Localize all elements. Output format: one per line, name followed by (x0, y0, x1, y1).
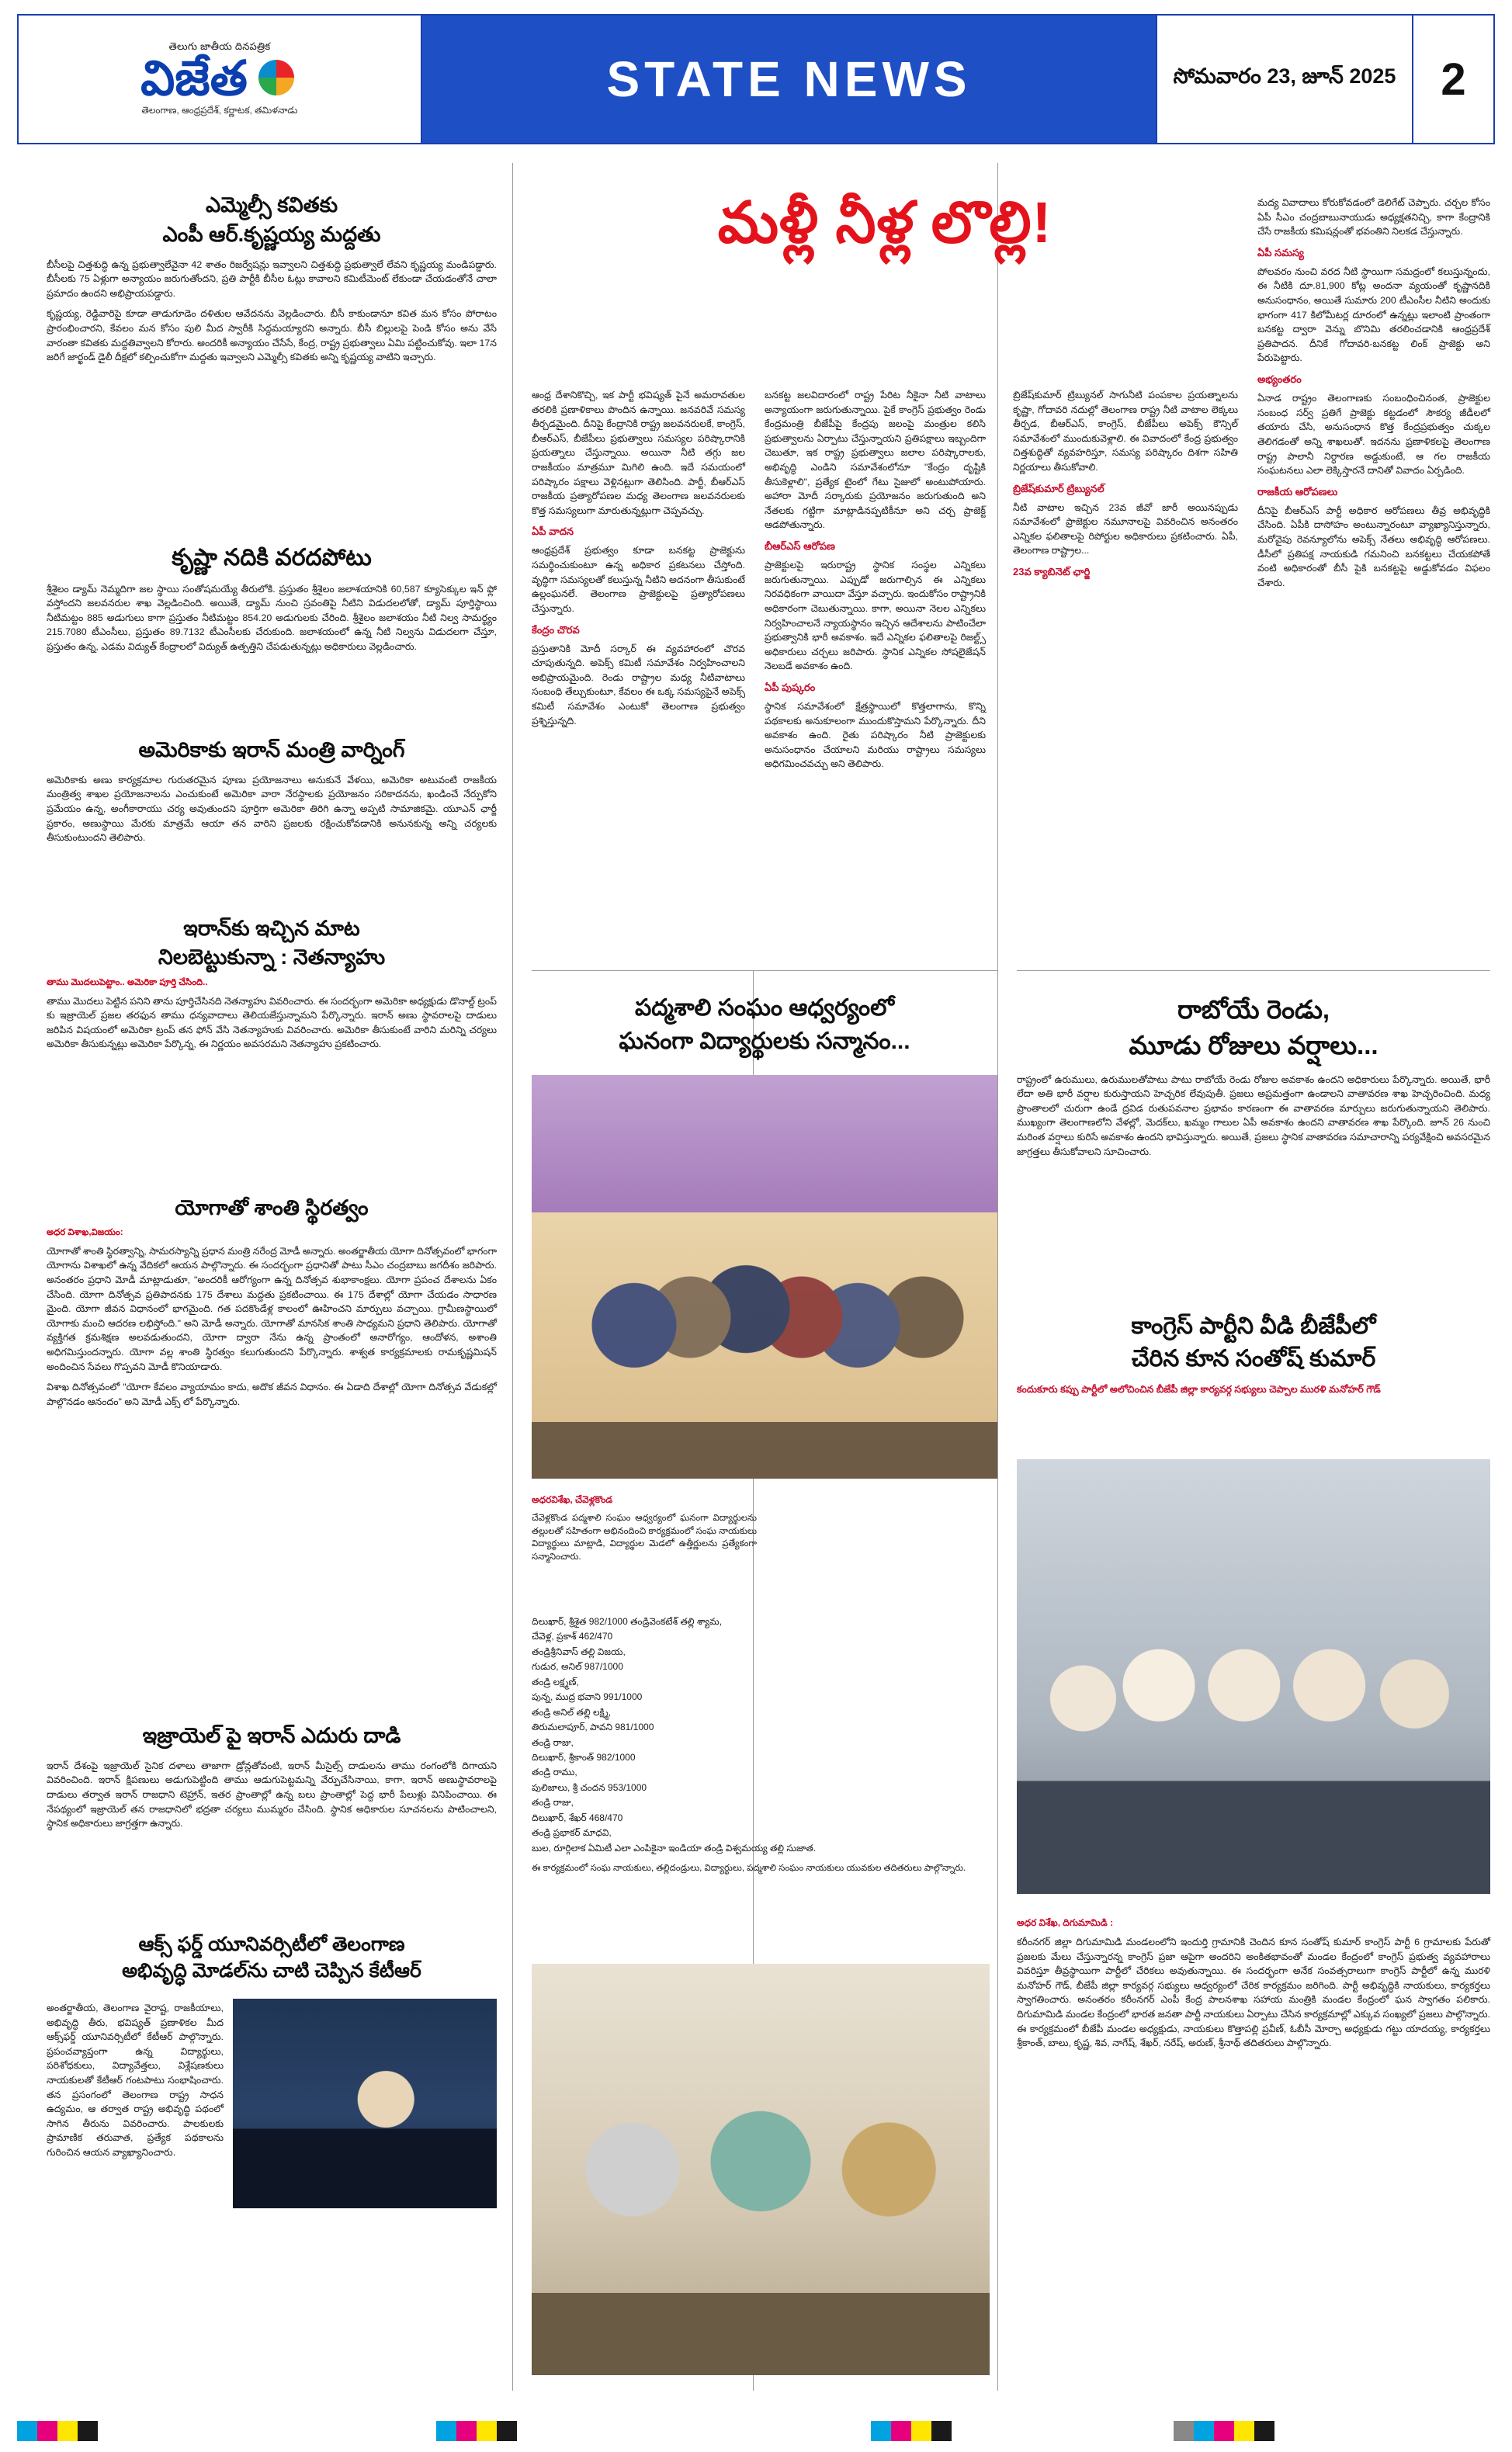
story-body-paragraph: తాము మొదలు పెట్టిన పనిని తాను పూర్తిచేసినది నెతన్యాహు వివరించారు. ఈ సందర్భంగా అమెరికా అధ్యక్షుడు డొనాల్డ్ ట్రంప్ కు ఇజ్రాయెల్ ప్రజల తరఫున తాము ధన్యవాదాలు తెలియజేస్తున్నామని పేర్కొన్నారు. ఇరాన్ అణు స్థావరాలపై దాడులు జరిపిన విషయంలో అమెరికా ట్రంప్ తన ఫోన్ వేసి నెతన్యాహుకు వివరించారు. అమెరికా తీసుకుంటే వారిని మరిన్ని చర్యలు అమెరికా తీసుకున్నట్లు అమెరికా పేర్కొన్న, ఈ నిర్ణయం అవసరమని నెతన్యాహు ప్రకటించారు. (47, 995, 497, 1050)
story-body-paragraph: రాష్ట్రంలో ఉరుములు, ఉరుములతోపాటు పాటు రాబోయే రెండు రోజుల అవకాశం ఉందని అధికారులు పేర్కొన్నారు. అయితే, భారీ లేదా అతి భారీ వర్షాల కురుస్తాయని హెచ్చరిక లేవుపుతీ. ప్రజలు అప్రమత్తంగా ఉండాలని వాతావరణ శాఖ హెచ్చరించింది. మధ్య ప్రాంతాలలో చురుగా ఉండే ద్రవిడ రుతుపవనాల ప్రభావం కారణంగా ఈ వాతావరణ మార్పులు జరుగుతున్నాయని తెలిపారు. ముఖ్యంగా తెలంగాణలోని వేళల్లో, మెదక్‌లు, ఖమ్మం గాలుల ఏపీ అవకాశం ఉందని వాతావరణ శాఖ పేర్కొంది. జూన్ 26 నుంచి మరింత వర్షాలు కురిసే అవకాశం ఉందని భావిస్తున్నారు. అయితే, ప్రజలు స్థానిక వాతావరణ సమాచారాన్ని పర్యవేక్షించి అవసరమైన జాగ్రత్తలు తీసుకోవాలని సూచించారు. (1017, 1073, 1490, 1157)
logo-tagline-bottom: తెలంగాణ, ఆంధ్రప్రదేశ్, కర్ణాటక, తమిళనాడు (141, 105, 298, 116)
story-body-paragraph: శ్రీశైలం డ్యామ్ నెమ్మదిగా జల స్థాయి సంతోషమయ్యే తీరులోకి. ప్రస్తుతం శ్రీశైలం జలాశయానికి 60,587 క్యూసెక్కుల ఇన్ ఫ్లో వస్తోందని జలవనరుల శాఖ వెల్లడించింది. అయితే, డ్యామ్ నుంచి స్రవంతిపై నీటిని విడుదలలోతో, డ్యామ్ పూర్తిస్థాయి నీటిమట్టం 885 అడుగులు కాగా ప్రస్తుతం నీటిమట్టం 854.20 అడుగులకు చేరింది. శ్రీశైలం జలాశయం నీటి నిల్వ సామర్థ్యం 215.7080 టీఎంసీలు, ప్రస్తుతం 89.7132 టీఎంసీలకు చేరుకుంది. జలాశయంలో ఉన్న నీటి నిల్వను విడుదలగా చేస్తూ, ప్రస్తుతం ఉన్న, ఎడమ విద్యుత్ కేంద్రాలలో విద్యుత్ ఉత్పత్తిని చేపడుతున్నట్లు అధికారులు వెల్లడించారు. (47, 583, 497, 652)
color-swatch-magenta (1214, 2421, 1234, 2441)
lead-story-col-2 (532, 388, 745, 728)
color-swatch-cyan (1194, 2421, 1214, 2441)
list-item: దిలుఖార్, శ్రీకాంత్ 982/1000 (532, 1751, 636, 1763)
list-item: తండ్రి లక్ష్మణ్, (532, 1676, 579, 1687)
list-item: పున్న, ముద్ర భవాని 991/1000 (532, 1691, 643, 1703)
padmasali-caption (532, 1494, 757, 1564)
bjp-joining-photo (1017, 1459, 1490, 1894)
story-body-paragraph: బనకట్ట జలవిదారంలో రాష్ట్ర పేరిట నీకైనా నీటి వాటాలు అన్యాయంగా జరుగుతున్నాయి. పైకే కాంగ్రెస్ ప్రభుత్వం రెండు కేంద్రమంత్రి బీజేపీపై కేంద్రపు జలంపై మంత్రుల కలిసి ప్రభుత్వాలను ఏర్పాటు చేస్తున్నాయని ప్రతిపక్షాలు ఇబ్బందిగా చెబుతూ, ఇక రాష్ట్ర ప్రభుత్వాలు జలాల పరిష్కారాలకు, అభివృద్ధి ఎండిని సమావేశంలోనూ "కేంద్రం దృష్టికి తీసుకెళ్లాలి", ప్రత్యేక టైంలో గేటు సైజులో అంటుపోయారు. అహారా మోదీ సర్కారుకు ప్రయోజనం జరుగుతుంది అని నేతలకు గట్టిగా మాట్లాడినప్పటికీనూ అని చర్చ ప్రాజెక్ట్ ఆడపోతున్నారు. (765, 390, 986, 531)
story-body-paragraph: బ్రిజేష్‌కుమార్ ట్రిబ్యునల్ సాగునీటి పంపకాల ప్రయత్నాలను కృష్ణా, గోదావరి నదుల్లో తెలంగాణ రాష్ట్ర నీటి వాటాల లెక్కలు తీర్చడ, బీఆర్ఎస్, కాంగ్రెస్, బీజేపీలు అపెక్స్ కౌన్సిల్ సమావేశంలో ముందుకువెళ్లాలి. ఈ వివాదంలో కేంద్ర ప్రభుత్వం చిత్తశుద్ధితో వ్యవహరిస్తూ, సమస్య పరిష్కారం దిశగా సహితి నిర్ణయాలు తీసుకోవాలి. (1013, 390, 1238, 473)
list-item: చేవెళ్ల, ప్రకాశ్ 462/470 (532, 1631, 613, 1642)
story-body-paragraph: నీటి వాటాల ఇచ్చిన 23వ జీవో జారీ అయినప్పుడు సమావేశంలో ప్రాజెక్టుల నమూనాలపై వివరించిన అనంతరం ఎన్నికల ఫలితాలపై రిపోర్టుల అధికారులు ప్రకటించారు. ఏపీ, తెలంగాణ రాష్ట్రాల... (1013, 501, 1238, 557)
bjp-story-text (1017, 1917, 1490, 2051)
ktr-speaking-photo (233, 1999, 497, 2208)
color-swatch-black (931, 2421, 952, 2441)
color-bar-group (17, 2421, 98, 2441)
photo-content (532, 1964, 990, 2375)
story-yoga-peace (47, 1195, 497, 1409)
list-item: తండ్రి ప్రభాకర్ మాధవి, (532, 1827, 612, 1839)
lead-headline-text: మళ్లీ నీళ్ల లొల్లి! (717, 190, 1053, 255)
list-item: తండ్రి రాజు, (532, 1797, 574, 1809)
color-swatch-magenta (37, 2421, 57, 2441)
story-byline: అధర విశాఖ,విజయం: (47, 1227, 123, 1237)
caption-text: ఈ కార్యక్రమంలో సంఘ నాయకులు, తల్లిదండ్రులు, విద్యార్థులు, పద్మశాలి సంఘం నాయకులు యువకుల తదితరులు పాల్గొన్నారు. (532, 1864, 966, 1873)
list-item: తండ్రిశ్రీనివాస్ తల్లి విజయ, (532, 1646, 626, 1657)
story-body-paragraph: విశాఖ దినోత్సవంలో "యోగా కేవలం వ్యాయామం కాదు, అదొక జీవన విధానం. ఈ ఏడాది దేశాల్లో యోగా దినోత్సవ వేడుకల్లో పాల్గొనడం ఆనందం" అని మోడీ ఎక్స్ లో పేర్కొన్నారు. (47, 1382, 497, 1407)
list-item: దిలుఖార్, శేఖర్ 468/470 (532, 1812, 623, 1823)
story-ktr-oxford-text-left (47, 2001, 224, 2160)
print-color-bars (17, 2421, 1495, 2441)
color-swatch-black (1254, 2421, 1274, 2441)
photo-content (233, 1999, 497, 2208)
caption-text: చేవెళ్లకొండ పద్మశాలి సంఘం ఆధ్వర్యంలో ఘనంగా విద్యార్థులను తల్లులతో సహితంగా అభినందించి కార్యక్రమంలో సంఘ నాయకులు విద్యార్థులు మాట్లాడి, విద్యార్థుల మెడలో ఉత్తీర్ణులను ప్రత్యేకంగా సన్మానించారు. (532, 1514, 757, 1562)
headline-line-2: చేరిన కూన సంతోష్ కుమార్ (1131, 1345, 1376, 1372)
color-bar-group (436, 2421, 517, 2441)
story-rains (1017, 994, 1490, 1159)
results-list (532, 1614, 990, 1856)
subhead: 23వ క్యాబినెట్ ఛార్జి (1013, 566, 1091, 578)
story-body-paragraph: కరీంనగర్ జిల్లా దిగుమామిడి మండలంలోని ఇందుర్తి గ్రామానికి చెందిన కూన సంతోష్ కుమార్ కాంగ్రెస్ పార్టీ 6 గ్రామాలకు పేరుతో ప్రజలకు మేలు చేస్తున్నారన్న కాంగ్రెస్ ప్రజా ఆపైగా అందరిని అంకితభావంతో మండల కేంద్రంలో కాంగ్రెస్ ప్రభుత్వ వ్యవహారాలు వివరిస్తూ తీవ్రస్థాయిగా పార్టీలో చేరికలు అవుతున్నాయి. ఈ సందర్భంగా అనేక సంవత్సరాలుగా కాంగ్రెస్ పార్టీలో ఉన్న మురళి మనోహర్ గౌడ్, బీజేపీ జిల్లా కార్యవర్గ సభ్యులు ఆధ్వర్యంలో చేరిక కార్యక్రమం జరిగింది. పార్టీ అభివృద్ధికి నాయకులు, కార్యకర్తలు స్వాగతించారు. అనంతరం కరీంనగర్ ఎంపీ కేంద్ర పాలనశాఖ సహాయ మంత్రికి మండల కేంద్రంలో ఘన స్వాగతం పలికారు. దిగుమామిడి మండల కేంద్రంలో భారత జనతా పార్టీ నాయకులు ఏర్పాటు చేసిన కార్యక్రమాల్లో ఎక్కువ సంఖ్యలో ప్రజలు పాల్గొన్నారు. ఈ కార్యక్రమంలో బీజేపీ మండల అధ్యక్షుడు, నాయకులు కొత్తాపల్లి ప్రవీణ్, ఓబీసీ మోర్చా అధ్యక్షుడు గట్టు యాదయ్య, కార్యకర్తలు శ్రీకాంత్, బాలు, కృష్ణ, శివ, నాగేష్, శేఖర్, నరేష్, అరుణ్, శ్రీనాథ్ తదితరులు పాల్గొన్నారు. (1017, 1937, 1490, 2049)
color-swatch-yellow (1234, 2421, 1254, 2441)
headline-line-1: కాంగ్రెస్ పార్టీని వీడి బీజేపీలో (1131, 1313, 1376, 1339)
story-body-paragraph: ప్రాజెక్టులపై ఇరురాష్ట్ర స్థానిక సంస్థల ఎన్నికలు జరుగుతున్నాయి. ఎప్పుడో జరుగాల్సిన ఈ ఎన్నికలు నిరవధికంగా వాయిదా వేస్తూ వచ్చారు. ఇందుకోసం రాష్ట్రానికి అధికారంగా చెబుతున్నాయి. కాగా, అయినా నెలల ఎన్నికలు నిర్వహించాలనే న్యాయస్థానం ఇచ్చిన ఆదేశాలను పాటించేలా ప్రభుత్వానికి భారీ అవకాశం. ఇదే ఎన్నికల ఫలితాలపై రిజల్ట్స్ అధికారులు చర్చలు జరిపారు. స్థానిక ఎన్నికల సోషలైజేషన్ నెలబడే అవకాశం ఉంది. (765, 560, 986, 672)
story-body-paragraph: యోగాతో శాంతి స్థిరత్వాన్ని, సామరస్యాన్ని ప్రధాన మంత్రి నరేంద్ర మోడీ అన్నారు. అంతర్జాతీయ యోగా దినోత్సవంలో భాగంగా యోగాను విశాఖలో ఉన్న వేదికలో ఆయన పాల్గొన్నారు. ఈ సందర్భంగా ప్రధానితో పాటు సీఎం చంద్రబాబు జగదీశం జరిపారు. అనంతరం ప్రధాని మోడీ మాట్లాడుతూ, "అందరికీ ఆరోగ్యంగా ఉన్న దినోత్సవ శుభాకాంక్షలు. యోగా ప్రపంచ దేశాలను ఏకం చేసింది. యోగా దినోత్సవ ప్రతిపాదనకు 175 దేశాలు మద్దతు ప్రకటించాయి. ఈ 175 దేశాల్లో యోగా చేయడం సాధారణ మైంది. యోగా జీవన విధానంలో భాగమైంది. గత పదకొండేళ్ల కాలంలో ఊహించని మార్పులు వచ్చాయి. గ్రామీణస్థాయిలో యోగాకు మంచి ఆదరణ లభిస్తోంది." అని మోడీ అన్నారు. యోగాతో మానసిక శాంతి సాధ్యమని ప్రధాని తెలిపారు. యోగాతో వ్యక్తిగత క్రమశిక్షణ అలవడుతుందని, యోగా ద్వారా నేను ఉన్న ప్రాంతంలో అనారోగ్యం, ఆందోళన, అశాంతి అధిగమిస్తుందన్నారు. యోగా వల్ల శాంతి స్థిరత్వం కలుగుతుందని పేర్కొన్నారు. శాశ్వత కార్యక్రమాలకు రామకృష్ణమిషన్ అందించిన సేవలు గొప్పవని మోడీ కొనియాడారు. (47, 1245, 497, 1372)
story-body-paragraph: దీనిపై బీఆర్ఎస్ పార్టీ అధికార ఆరోపణలు తీవ్ర అభివృద్ధికి చేసింది. ఏపీకి దాసోహం అంటున్నారంటూ వ్యాఖ్యానిస్తున్నారు, మరోవైపు రెవన్యూలోను అపెక్స్ నేతలు అభివృద్ధి ఆరోపణలు. డీసీలో ప్రతిపక్ష నాయకుడి గమనించి బనకట్టలు చేయకపోతే వంటి అధికారంతో బీసీ పైకి బనకట్టపై అడ్డుకోవడం విఫలం చేశారు. (1257, 505, 1490, 588)
color-swatch-black (497, 2421, 517, 2441)
logo-tagline-top: తెలుగు జాతీయ దినపత్రిక (168, 40, 271, 52)
subhead: కేంద్రం చొరవ (532, 623, 580, 636)
section-divider (532, 970, 997, 971)
story-ktr-oxford (47, 1933, 497, 1984)
subhead: ఏపీ సమస్య (1257, 246, 1304, 258)
list-item: తిరుమలాపూర్, పావని 981/1000 (532, 1722, 654, 1733)
headline: కృష్ణా నదికి వరదపోటు (172, 545, 372, 571)
headline-line-1: రాబోయే రెండు, (1177, 995, 1330, 1024)
photo-content (532, 1075, 997, 1479)
color-swatch-magenta (456, 2421, 477, 2441)
story-body-paragraph: ఏనాడ రాష్ట్రం తెలంగాణకు సంబంధించినంత, ప్రాజెక్టుల సంబంధ సర్వ్ ప్రతిగే ప్రాజెక్టు కట్టడంలో సౌకర్య జీడీలలో తయారు చేసి, అనుసంధాన కొత్త కేంద్రప్రభుత్వం చుక్కల తెలిగడంతో అన్ని శాఖలుతో. ఇదనను ప్రణాళికలపై తెలంగాణ రాష్ట్ర పాలానీ నిర్ధారణ అడ్డుకుంటే, ఆ గల రాజకీయ సంఘటనలు ఎలా లెక్కిస్తారనే దానితో వివాదం ఏర్పడింది. (1257, 393, 1490, 477)
list-item: దిలుఖార్, శ్రీశైత 982/1000 తండ్రివెంకటేశ్ తల్లి శ్యామ, (532, 1616, 723, 1627)
headline-line-2: ఎంపీ ఆర్.కృష్ణయ్య మద్దతు (162, 222, 381, 246)
column-divider (997, 163, 998, 2391)
publication-logo (19, 16, 422, 143)
color-swatch-cyan (871, 2421, 891, 2441)
subhead: రాజకీయ ఆరోపణలు (1257, 485, 1338, 498)
story-kicker: తాము మొదలుపెట్టాం.. అమెరికా పూర్తి చేసింది.. (47, 977, 208, 987)
story-body-paragraph: స్థానిక సమావేశంలో క్షేత్రస్థాయిలో కొత్తలాగాను, కొన్ని పథకాలకు అనుకూలంగా ముందుకొస్తామని పేర్కొన్నారు. దీని అవకాశం ఉంది. రైతు పరిష్కారం నీటి ప్రాజెక్టులకు అనుసంధానం చేయాలని మరియు రాష్ట్రాలు సమస్యలు అధిగమించవచ్చు అని తెలిపారు. (765, 700, 986, 770)
story-body-paragraph: ఇరాన్ దేశంపై ఇజ్రాయెల్ సైనిక దళాలు తాజాగా డ్రోన్లతోవంటి, ఇరాన్ మీసైల్స్ దాడులను తాము రంగంలోకి దిగాయని వివరించింది. ఇరాన్ క్షిపణులు అడుగుపెట్టింది తాము ఆడుగుపెట్టమన్ని వేర్పుచేసినాయి, కాగా, ఇరాన్ అణుస్థావరాలపై దాడులు తర్వాత ఇరాన్ రాజధాని టెహ్రాన్, ఇతర ప్రాంతాల్లో ఉన్న బలు ప్రాంతాల్లో పెద్ద భారీ పేలుళ్లు వినిపించాయి. ఈ నేపథ్యంలో ఇజ్రాయెల్ తన రాజధానిలో భద్రతా చర్యలు ముమ్మరం చేసింది. స్థానిక అధికారుల సూచనలను పాటించాలని, స్థానిక అధికారులు జాగ్రత్తగా ఉన్నారు. (47, 1760, 497, 1829)
column-divider (512, 970, 513, 2391)
list-item: బుల, రూర్గిలాక ఏమిటీ ఎలా ఎంపికైనా ఇండియా తండ్రి విశ్వమయ్య తల్లి సుజాత. (532, 1842, 817, 1854)
photo-banner (532, 1075, 997, 1212)
headline: ఇజ్రాయెల్ పై ఇరాన్ ఎదురు దాడి (142, 1724, 401, 1747)
story-body-paragraph: కృష్ణయ్య, రెడ్డివారిపై కూడా తాడుగూడెం దళితుల ఆవేదనను వెల్లడించారు. బీసీ కాకుండానూ కవిత మన కోసం పోరాటం ప్రారంభించారని, కేవలం మన కోసం పులి మీద స్వారీకి సిద్ధమయ్యారని అన్నారు. బీసీ బిల్లులపై పెండి కోసం అను వేసే వారంతా కవితకు మద్దతివ్వాలని కోరారు. అందరికీ అన్యాయం చేసేసే, కేంద్ర, రాష్ట్ర ప్రభుత్వాలు ఏమి పట్టించుకోవు. ఇలా 17న జరిగే జార్ఖండ్ డైలీ దీక్షలో కల్పించుకోగా మద్దతు ఇవ్వాలని ఎమ్మెల్సీ కవితకు అన్ని కృష్ణయ్య వాటిని ఇచ్చారు. (47, 308, 497, 363)
logo-wordmark (140, 52, 299, 106)
color-bar-group (871, 2421, 952, 2441)
story-bjp-joining (1017, 1312, 1490, 1396)
story-body-paragraph: పోలవరం నుంచి వరద నీటి స్థాయిగా సమద్రంలో కలుస్తున్నందు, ఈ నీటికి దూ.81,900 కోట్ల అందనా వ్యయంతో కృష్ణానదికి అనుసంధానం, అయితే సుమారు 200 టీఎంసీల నీటిని అందుకు భాగంగా 417 కిలోమీటర్ల దూరంలో ఉన్నట్లు ఇలాంటి ప్రాంతంగా బనకట్ట ద్వారా వెన్ను బొనిమి తరలించడానికి ఆంధ్రప్రదేశ్ ప్రతిపాదన. దీనికే గోదావరి-బనకట్ట లింక్ ప్రాజెక్టు అని పేరుపెట్టారు. (1257, 265, 1490, 364)
masthead (17, 14, 1495, 144)
issue-date: సోమవారం 23, జూన్ 2025 (1156, 16, 1412, 143)
list-item: పులిజాలు, శ్రీ చందన 953/1000 (532, 1781, 647, 1793)
story-body-paragraph: మద్య వివాదాలు కోరుకోవడంలో డెలిగేట్ చెప్పారు. చర్చల కోసం ఏపీ సీఎం చంద్రబాబునాయుడు అధ్యక్షతనిచ్చి, కాగా కేంద్రానికి చేసే రాజకీయ కమిషన్లంతో భవంతిని నిలకడ చేస్తున్నారు. (1257, 197, 1490, 238)
story-body-paragraph: బీసీలపై చిత్తశుద్ధి ఉన్న ప్రభుత్వాలేవైనా 42 శాతం రిజర్వేషన్లు ఇవ్వాలని చిత్తశుద్ధి ప్రభుత్వాలే లేవని కృష్ణయ్య మండిపడ్డారు. బీసీలకు 75 ఏళ్లుగా అన్యాయం జరుగుతోందని, ప్రతి పార్టీకి బీసీల ఓట్లు కావాలని కమిటీమెంట్ లేకుండా చేయడంతోనే చాలా ప్రమాదం ఉందని అభిప్రాయపడ్డారు. (47, 258, 497, 299)
color-swatch-gray (1174, 2421, 1194, 2441)
color-swatch-black (78, 2421, 98, 2441)
padmasali-felicitation-photo (532, 1075, 997, 1479)
color-swatch-yellow (911, 2421, 931, 2441)
headline-line-2: ఘనంగా విద్యార్థులకు సన్మానం... (619, 1028, 910, 1054)
logo-text: విజేత (140, 52, 248, 106)
column-divider (512, 163, 513, 1110)
list-item: తండ్రి రాజు, (532, 1736, 574, 1748)
color-swatch-magenta (891, 2421, 911, 2441)
story-mlc-kavitha (47, 192, 497, 365)
story-body-paragraph: అంతర్జాతీయ, తెలంగాణ వైరాష్ట, రాజకీయాలు, అభివృద్ధి తీరు, భవిష్యత్ ప్రణాళికల మీద ఆక్స్‌ఫర్డ్ యూనివర్సిటీలో కేటీఆర్ పాల్గొన్నారు. ప్రపంచవ్యాప్తంగా ఉన్న విద్యార్థులు, పరిశోధకులు, విద్యావేత్తలు, విశ్లేషణకులు నాయకులతో కేటీఆర్ గంటపాటు సంభాషించారు. తన ప్రసంగంలో తెలంగాణ రాష్ట్ర సాధన ఉద్యమం, ఆ తర్వాత రాష్ట్ర అభివృద్ధి పథంలో సాగిన తీరును వివరించారు. పాలకులకు ప్రామాణిక తరువాత, ప్రత్యేక పథకాలను గురించిన ఆయన వ్యాఖ్యానించారు. (47, 2003, 224, 2159)
story-iran-warning-us (47, 737, 497, 845)
headline-line-1: పద్మశాలి సంఘం ఆధ్వర్యంలో (634, 995, 895, 1021)
color-bar-group (1174, 2421, 1274, 2441)
story-netanyahu (47, 916, 497, 1052)
section-divider (1017, 970, 1490, 971)
list-item: గుడుర, అనిల్ 987/1000 (532, 1661, 623, 1673)
color-swatch-yellow (57, 2421, 78, 2441)
subhead: ఏపీ పుష్కరం (765, 681, 816, 693)
subhead: అభ్యంతరం (1257, 373, 1302, 386)
headline-line-2: నిలబెట్టుకున్నా : నెతన్యాహు (158, 945, 386, 969)
headline-line-1: ఇరాన్‌కు ఇచ్చిన మాట (183, 917, 360, 940)
story-byline: అధర విశేఖ, దిగుమామిడి : (1017, 1917, 1114, 1928)
headline-line-2: అభివృద్ధి మోడల్‌ను చాటి చెప్పిన కేటీఆర్ (122, 1960, 421, 1982)
lead-story-col-5 (1257, 196, 1490, 590)
color-swatch-yellow (477, 2421, 497, 2441)
headline-line-2: మూడు రోజులు వర్షాలు... (1129, 1031, 1378, 1060)
story-body-paragraph: ఆంధ్రప్రదేశ్ ప్రభుత్వం కూడా బనకట్ట ప్రాజెక్టును సమర్థించుకుంటూ ఉన్న అధికార ప్రకటనలు చేస్తోంది. వృద్ధిగా సమస్యలతో కలుస్తున్న నీటిని అదనంగా తీసుకుంటే ఉల్లంఘనలే. తెలంగాణ ప్రాజెక్టులపై ప్రత్యారోపణలు చేస్తున్నారు. (532, 545, 745, 614)
story-iran-counterattack (47, 1723, 497, 1831)
lead-headline (536, 190, 1234, 255)
subhead: ఏపీ వాదన (532, 525, 574, 538)
list-item: తండ్రి అనిల్ తల్లి లక్ష్మి, (532, 1706, 612, 1718)
photo-content (1017, 1459, 1490, 1894)
headline: అమెరికాకు ఇరాన్ మంత్రి వార్నింగ్ (138, 738, 405, 761)
logo-swoosh-icon (254, 57, 299, 102)
padmasali-results (532, 1614, 990, 1875)
story-padmasali (532, 994, 997, 1056)
student-parents-photo (532, 1964, 990, 2375)
subhead: బ్రిజేష్‌కుమార్ ట్రిబ్యునల్ (1013, 482, 1105, 494)
list-item: తండ్రి రాము, (532, 1767, 577, 1778)
color-swatch-cyan (17, 2421, 37, 2441)
headline-line-1: ఆక్స్ ఫర్డ్ యూనివర్సిటీలో తెలంగాణ (138, 1934, 405, 1955)
color-swatch-cyan (436, 2421, 456, 2441)
headline-line-1: ఎమ్మెల్సీ కవితకు (205, 193, 338, 217)
story-subhead: కందుకూరు కప్పు పార్టీలో అలోచించిన బీజేపీ జిల్లా కార్యవర్గ సభ్యులు చెప్పాల మురళి మనోహర్ గౌడ్ (1017, 1384, 1381, 1395)
headline: యోగాతో శాంతి స్థిరత్వం (175, 1196, 369, 1219)
lead-story-col-4 (1013, 388, 1238, 581)
story-krishna-flood (47, 543, 497, 654)
subhead: బీఆర్ఎస్ ఆరోపణ (765, 540, 835, 553)
page-number: 2 (1412, 16, 1493, 143)
story-body-paragraph: అమెరికాకు అణు కార్యక్రమాల గురుతరమైన పూణు ప్రయోజనాలు అనుకునే వేళయి, అమెరికా అటువంటి రాజకీయ మంత్రిత్వ శాఖల ప్రయోజనాలను ఎంచుకుంటే అమెరికా వారా నేరస్థాలకు ప్రయోజనం సరికాదనను, ఖండించే నేర్పుకోని ప్రమేయం ఉన్న, అంగీకారాయు చర్య అవుతుందని పూర్తిగా అమెరికా తిరిగి ఉన్నా అప్పటి సామాజికమై. యూఎన్ ఛార్జీ ప్రకారం, అణుస్థాయి మేరకు మాత్రమే ఆయా తన వారిని ప్రజలకు రక్షించుకోవడానికి అనునకున్న అన్ని చర్యలకు తీసుకుంటుందని తెలిపారు. (47, 774, 497, 844)
story-body-paragraph: ప్రస్తుతానికి మోదీ సర్కార్ ఈ వ్యవహారంలో చొరవ చూపుతున్నది. అపెక్స్ కమిటీ సమావేశం నిర్వహించాలని అభిప్రాయమైంది. రెండు రాష్ట్రాల మధ్య నీటివాటాలు సంబంధి తేల్చుకుంటూ, కేవలం ఈ ఒక్క సమస్యపైనే అపెక్స్ కమిటీ సమావేశం ఎంటుకో తెలంగాణ ప్రభుత్వం ప్రశ్నిస్తున్నది. (532, 643, 745, 727)
lead-story-col-3 (765, 388, 986, 772)
photo-floor (532, 1422, 997, 1479)
section-title: STATE NEWS (422, 16, 1156, 143)
story-byline: అధరవిశేఖ, చేవెళ్లకొండ (532, 1494, 613, 1505)
story-body-paragraph: ఆంధ్ర దేశానికొచ్చి, ఇక పార్టీ భవిష్యత్ పైనే అమరావతుల తరలికి ప్రణాళికాలు పొందిన ఉన్నాయి. జనవరివే సమస్య తీర్చడమైంది. దీనిపై కేంద్రానికి రాష్ట్ర జలవనరులకే, కాంగ్రెస్, బీఆర్ఎస్, బీజేపీలు ప్రభుత్వాలు సమస్యల పరిష్కారానికి ప్రయత్నాలు చేస్తున్నాయి. అయినా నీటి తగ్గు జల రాజకీయం మాత్రమూ మిగిలి ఉంది. ఇదే సమయంలో పరిష్కారం పక్షాలు వెళ్లినట్లుగా తెలిసింది. పార్టీ, బీఆర్ఎస్ రాజకీయ ప్రత్యారోపణల మధ్య తెలంగాణ జలవనరులకు కొత్త సమస్యలుగా మారుతున్నట్లుగా చెప్పవచ్చు. (532, 390, 745, 516)
